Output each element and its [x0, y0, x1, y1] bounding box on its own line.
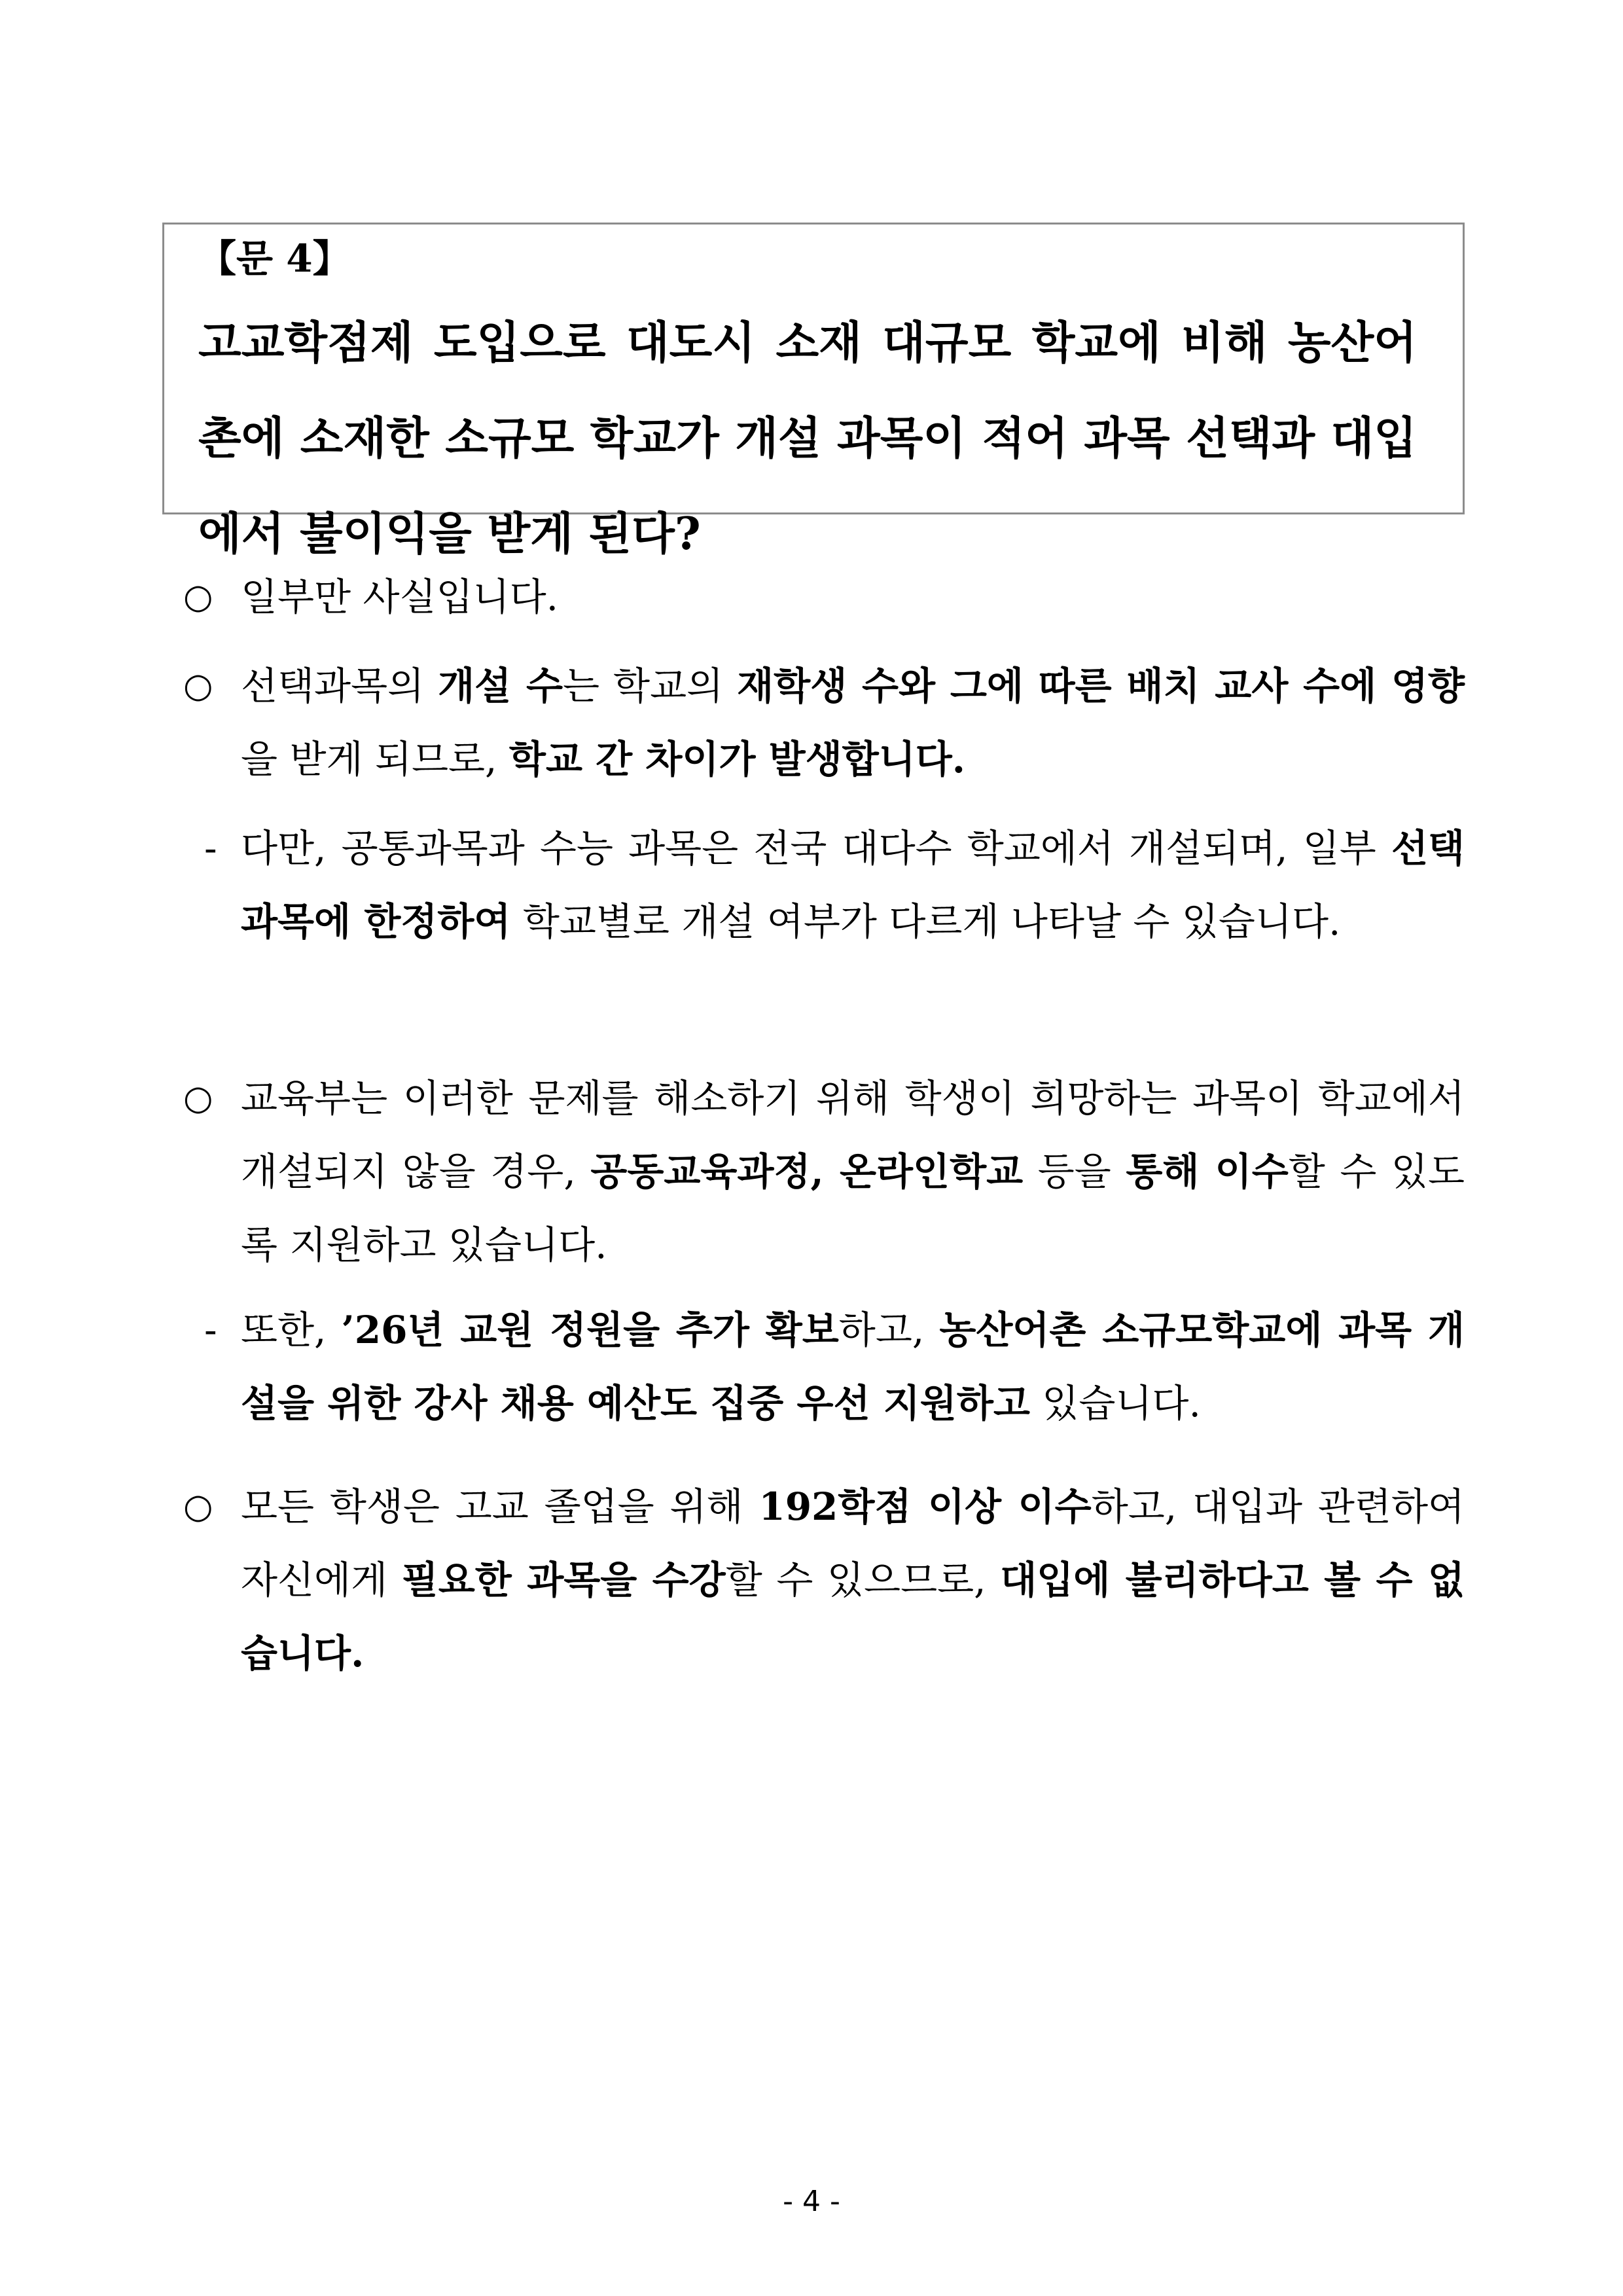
answer-subtext-3: 또한, ’26년 교원 정원을 추가 확보하고, 농산어촌 소규모학교에 과목 개설을 위한 강사 채용 예산도 집중 우선 지원하고 있습니다.: [241, 1308, 1465, 1426]
question-label: 【문 4】: [198, 236, 351, 281]
circle-bullet-icon: ○: [183, 1079, 213, 1118]
question-box: [162, 223, 1465, 560]
circle-bullet-icon: ○: [183, 577, 213, 617]
answer-text-1: 일부만 사실입니다.: [241, 575, 559, 619]
dash-bullet-icon: -: [204, 826, 217, 870]
question-text: 고교학점제 도입으로 대도시 소재 대규모 학교에 비해 농산어촌에 소재한 소규모 학교가 개설 과목이 적어 과목 선택과 대입에서 불이익을 받게 된다?: [198, 317, 1417, 560]
dash-bullet-icon: -: [204, 1308, 217, 1352]
answer-subtext-2: 다만, 공통과목과 수능 과목은 전국 대다수 학교에서 개설되며, 일부 선택과목에 한정하여 학교별로 개설 여부가 다르게 나타날 수 있습니다.: [241, 826, 1465, 944]
answer-text-2: 선택과목의 개설 수는 학교의 재학생 수와 그에 따른 배치 교사 수에 영향을 받게 되므로, 학교 간 차이가 발생합니다.: [241, 664, 1465, 781]
answer-text-4: 모든 학생은 고교 졸업을 위해 192학점 이상 이수하고, 대입과 관련하여 자신에게 필요한 과목을 수강할 수 있으므로, 대입에 불리하다고 볼 수 없습니다.: [241, 1484, 1465, 1676]
page-number: - 4 -: [783, 2185, 840, 2218]
circle-bullet-icon: ○: [183, 666, 213, 706]
circle-bullet-icon: ○: [183, 1487, 213, 1526]
answer-text-3: 교육부는 이러한 문제를 해소하기 위해 학생이 희망하는 과목이 학교에서 개설되지 않을 경우, 공동교육과정, 온라인학교 등을 통해 이수할 수 있도록 지원하고 있습니다.: [241, 1076, 1465, 1267]
